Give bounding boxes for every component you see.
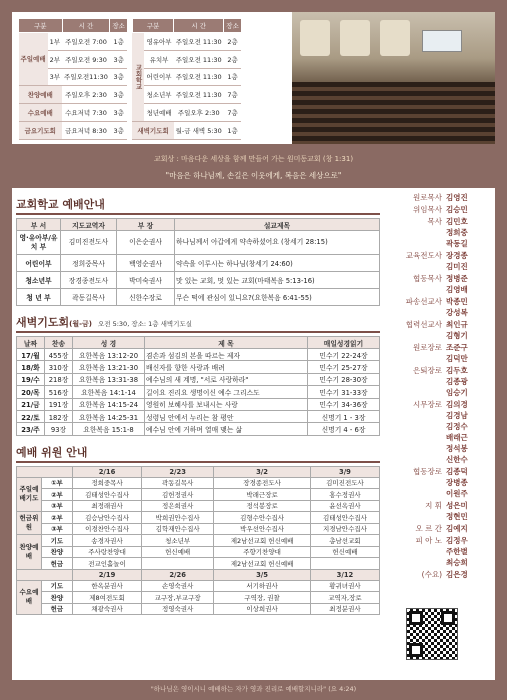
worship-committee-table bbox=[16, 466, 380, 616]
date-header: 3/5 bbox=[214, 569, 311, 580]
staff-name: 정석봉 bbox=[446, 444, 468, 453]
table-cell: 18/화 bbox=[17, 361, 45, 373]
table-cell: 황귀녀권사 bbox=[310, 580, 379, 592]
table-cell: 김헌정권사 bbox=[142, 489, 214, 501]
staff-names bbox=[446, 273, 486, 295]
church-slogan: "마음은 하나님께, 손길은 이웃에게, 복음은 세상으로" bbox=[165, 171, 342, 180]
staff-entry bbox=[384, 342, 492, 364]
dawn-row bbox=[17, 361, 380, 373]
schedule-row bbox=[132, 122, 241, 140]
table-cell: 성령님 안에서 누리는 참 평안 bbox=[145, 410, 308, 422]
staff-names bbox=[446, 319, 486, 341]
table-cell: 윤선옥권사 bbox=[310, 500, 379, 512]
staff-name: 배래근 bbox=[446, 433, 468, 442]
worship-row bbox=[17, 558, 380, 570]
staff-entry bbox=[384, 523, 492, 534]
staff-name: 강성복 bbox=[446, 308, 468, 317]
table-cell: 서기하권사 bbox=[214, 580, 311, 592]
table-cell: 1층 bbox=[224, 68, 242, 86]
table-cell: 주일오전 11:30 bbox=[174, 86, 224, 104]
table-cell: 93장 bbox=[45, 423, 73, 435]
staff-role: 시무장로 bbox=[413, 400, 442, 409]
staff-entry bbox=[384, 466, 492, 499]
table-cell: 청소년부 bbox=[144, 86, 173, 104]
staff-names bbox=[446, 250, 486, 272]
worship-date-row bbox=[17, 466, 380, 477]
dawn-prayer-table: 날짜 찬송 성 경 제 목 매일성경읽기 17/월 455장 요한복음 13:12-20 겸손과 섬김의 본을 따르는 제자 민수기 22-24장 18/화 310장 요한복음 13:21-30 배신자를 향한 사랑과 배려 민수기 25-27장 19/수 218장 요한복음 13:31-38 예수님의 새 계명, "서로 사랑하라" 민수기 28-30장 20/목 516장 요한복음 14:1-14 길이요 진리요 생명이신 예수 그리스도 민수기 31-33장 21/금 191장 요한복음 14:15-24 영원히 보혜사를 보내시는 사랑 민수기 34-36장 22/토 182장 요한복음 14:25-31 성령님 안에서 누리는 참 평안 신명기 1 - 3장 23/주 93장 요한복음 15:1-8 예수님 안에 거하며 열매 맺는 삶 신명기 4 - 6장 bbox=[16, 336, 380, 436]
date-header: 3/9 bbox=[310, 466, 379, 477]
staff-name: 김정수 bbox=[446, 422, 468, 431]
table-cell: 3층 bbox=[110, 122, 128, 140]
staff-name: 김정우 bbox=[446, 536, 468, 545]
table-cell: 310장 bbox=[45, 361, 73, 373]
staff-names bbox=[446, 216, 486, 249]
table-cell: 요한복음 14:1-14 bbox=[73, 386, 145, 398]
staff-entry bbox=[384, 500, 492, 522]
worship-row bbox=[17, 535, 380, 547]
edu-section-title: 교회학교 예배안내 bbox=[16, 196, 380, 215]
church-vision: 교회상 : 마음다운 세상을 함께 만들어 가는 원미동교회 (창 1:31) bbox=[153, 155, 354, 163]
date-header: 3/12 bbox=[310, 569, 379, 580]
staff-names bbox=[446, 523, 486, 534]
header-blank bbox=[17, 466, 73, 477]
table-cell: 헌금 bbox=[41, 603, 72, 615]
worship-row bbox=[17, 580, 380, 592]
church-motto-band bbox=[12, 146, 495, 186]
staff-role: 위임목사 bbox=[413, 205, 442, 214]
staff-role: 파송선교사 bbox=[405, 297, 442, 306]
table-cell: 곽동길목사 bbox=[61, 289, 117, 306]
schedule-row bbox=[19, 122, 128, 140]
top-panel bbox=[12, 12, 495, 144]
table-cell: ②부 bbox=[41, 512, 72, 524]
table-cell: 주사랑찬양대 bbox=[73, 546, 142, 558]
staff-name: 김영진 bbox=[446, 193, 468, 202]
table-cell: 요한복음 15:1-8 bbox=[73, 423, 145, 435]
table-cell: 청소년부 bbox=[17, 272, 61, 289]
table-cell: 이경찬안수집사 bbox=[73, 523, 142, 535]
staff-entry bbox=[384, 192, 492, 203]
table-cell: 7층 bbox=[224, 104, 242, 122]
dawn-row bbox=[17, 410, 380, 422]
staff-name: 김은경 bbox=[446, 570, 468, 579]
schedule-row bbox=[132, 50, 241, 68]
table-cell: 2층 bbox=[224, 50, 242, 68]
staff-name: 최인규 bbox=[446, 320, 468, 329]
worship-group: 수요예배 bbox=[17, 580, 42, 615]
staff-names bbox=[446, 535, 486, 568]
table-cell: 박래근장로 bbox=[214, 489, 311, 501]
schedule-row bbox=[19, 86, 128, 104]
table-cell: 17/월 bbox=[17, 349, 45, 361]
table-cell: 민수기 31-33장 bbox=[308, 386, 380, 398]
table-cell: 채광숙권사 bbox=[73, 603, 142, 615]
staff-role: 오 르 간 bbox=[415, 524, 442, 533]
table-cell: 전교인홀놀이 bbox=[73, 558, 142, 570]
table-cell: 3층 bbox=[110, 68, 128, 86]
table-cell: 21/금 bbox=[17, 398, 45, 410]
table-cell: 어린이부 bbox=[17, 255, 61, 272]
table-cell: ①부 bbox=[41, 477, 72, 489]
staff-names bbox=[446, 296, 486, 318]
staff-names bbox=[446, 500, 486, 522]
dawn-row bbox=[17, 423, 380, 435]
staff-entry bbox=[384, 569, 492, 580]
table-cell: 218장 bbox=[45, 373, 73, 385]
table-cell: 요한복음 14:15-24 bbox=[73, 398, 145, 410]
service-group: 수요예배 bbox=[19, 104, 63, 122]
table-cell: 7층 bbox=[224, 86, 242, 104]
table-cell: 최정래권사 bbox=[73, 500, 142, 512]
table-cell bbox=[142, 558, 214, 570]
staff-name: 김종덕 bbox=[446, 467, 468, 476]
table-cell: 찬양 bbox=[41, 592, 72, 604]
staff-role: 피 아 노 bbox=[415, 536, 442, 545]
worship-row bbox=[17, 512, 380, 524]
staff-name: 김미진 bbox=[446, 262, 468, 271]
staff-names bbox=[446, 342, 486, 364]
worship-row bbox=[17, 546, 380, 558]
staff-name: 김민호 bbox=[446, 217, 468, 226]
dawn-row bbox=[17, 349, 380, 361]
table-cell: 송경자권사 bbox=[73, 535, 142, 547]
table-cell: 기도 bbox=[41, 535, 72, 547]
staff-name: 장경종 bbox=[446, 251, 468, 260]
service-group: 찬양예배 bbox=[19, 86, 63, 104]
worship-row bbox=[17, 489, 380, 501]
worship-group: 찬양예배 bbox=[17, 535, 42, 570]
table-cell: 민수기 22-24장 bbox=[308, 349, 380, 361]
table-cell: 김승남안수집사 bbox=[73, 512, 142, 524]
table-cell: 교구장,부교구장 bbox=[142, 592, 214, 604]
table-cell: 정희중목사 bbox=[73, 477, 142, 489]
table-cell: 주일오전 7:00 bbox=[62, 32, 110, 50]
staff-entry bbox=[384, 535, 492, 568]
table-cell: ②부 bbox=[41, 489, 72, 501]
staff-name: 이원주 bbox=[446, 489, 468, 498]
table-cell: 주일오전 9:30 bbox=[62, 50, 110, 68]
table-cell: 수요저녁 7:30 bbox=[62, 104, 110, 122]
table-cell: 구역장, 권찰 bbox=[214, 592, 311, 604]
sanctuary-photo bbox=[292, 12, 495, 144]
table-cell: 곽동길목사 bbox=[142, 477, 214, 489]
main-service-table: 구분 시 간 장소 주일예배 1부 주일오전 7:00 1층 2부 주일오전 9:30 3층 3부 주일오전11:30 3층 찬양예배 주일오후 2:30 3층 수요예배 수요저녁 7:30 3층 금요기도회 금요저녁 8:30 3층 bbox=[18, 18, 128, 140]
staff-role: 원로장로 bbox=[413, 343, 442, 352]
table-cell: 3층 bbox=[110, 86, 128, 104]
table-cell: 3부 bbox=[48, 68, 62, 86]
edu-row bbox=[17, 255, 380, 272]
table-cell: 455장 bbox=[45, 349, 73, 361]
table-cell: 박미숙권사 bbox=[117, 272, 175, 289]
table-cell: 요한복음 13:12-20 bbox=[73, 349, 145, 361]
table-cell: 516장 bbox=[45, 386, 73, 398]
table-cell: 월-금 새벽 5:30 bbox=[174, 122, 224, 140]
service-group: 금요기도회 bbox=[19, 122, 63, 140]
schedule-row bbox=[132, 104, 241, 122]
staff-entry bbox=[384, 399, 492, 465]
table-cell: 청년예배 bbox=[144, 104, 173, 122]
table-cell: 주일오전 11:30 bbox=[174, 32, 224, 50]
staff-name: 김형기 bbox=[446, 331, 468, 340]
worship-row bbox=[17, 523, 380, 535]
table-cell: 22/토 bbox=[17, 410, 45, 422]
table-cell: 신한수장로 bbox=[117, 289, 175, 306]
staff-name: 장병종 bbox=[446, 478, 468, 487]
table-cell: 김태성안수집사 bbox=[310, 512, 379, 524]
table-cell: 최정분권사 bbox=[310, 603, 379, 615]
staff-name: 김승민 bbox=[446, 205, 468, 214]
dawn-section-title: 새벽기도회(월-금) 오전 5:30, 장소: 1층 새벽기도실 bbox=[16, 314, 380, 333]
worship-row bbox=[17, 500, 380, 512]
worship-row bbox=[17, 603, 380, 615]
staff-entry bbox=[384, 319, 492, 341]
table-cell: 23/주 bbox=[17, 423, 45, 435]
table-cell: 신명기 4 - 6장 bbox=[308, 423, 380, 435]
table-cell: 주일오전 11:30 bbox=[174, 68, 224, 86]
staff-entry bbox=[384, 296, 492, 318]
staff-name: 신한수 bbox=[446, 455, 468, 464]
staff-role: 협동목사 bbox=[413, 274, 442, 283]
table-cell: 길이요 진리요 생명이신 예수 그리스도 bbox=[145, 386, 308, 398]
staff-name: 최승희 bbox=[446, 558, 468, 567]
table-cell: 제2남선교회 헌신예배 bbox=[214, 535, 311, 547]
staff-name: 김예지 bbox=[446, 524, 468, 533]
qr-code[interactable] bbox=[406, 608, 458, 660]
service-schedule bbox=[12, 12, 292, 144]
staff-role: 원로목사 bbox=[413, 193, 442, 202]
table-cell: ③부 bbox=[41, 523, 72, 535]
staff-role: 목사 bbox=[427, 217, 442, 226]
table-cell: 신명기 1 - 3장 bbox=[308, 410, 380, 422]
table-cell: 주일오후 2:30 bbox=[62, 86, 110, 104]
staff-name: 임승기 bbox=[446, 388, 468, 397]
table-cell: 지경남안수집사 bbox=[310, 523, 379, 535]
worship-row bbox=[17, 592, 380, 604]
table-cell: 정석봉장로 bbox=[214, 500, 311, 512]
table-cell: 이상희권사 bbox=[214, 603, 311, 615]
table-cell: 19/수 bbox=[17, 373, 45, 385]
left-column bbox=[16, 188, 380, 615]
table-cell: 주향기찬양대 bbox=[214, 546, 311, 558]
table-cell: 3층 bbox=[110, 50, 128, 68]
table-cell: 무슨 떡에 관심이 있니요?(요한복음 6:41-55) bbox=[175, 289, 380, 306]
table-cell: 민수기 25-27장 bbox=[308, 361, 380, 373]
table-cell: 요한복음 13:31-38 bbox=[73, 373, 145, 385]
staff-entry bbox=[384, 250, 492, 272]
staff-name: 정희중 bbox=[446, 228, 468, 237]
table-cell: 박우선안수집사 bbox=[214, 523, 311, 535]
footer-verse: "하나님은 영이시니 예배하는 자가 영과 진리로 예배할지니라" (요 4:24) bbox=[150, 685, 357, 693]
schedule-row bbox=[19, 104, 128, 122]
table-cell: 영·유아부/유 치 부 bbox=[17, 231, 61, 255]
staff-list bbox=[384, 192, 492, 581]
table-cell: 요한복음 14:25-31 bbox=[73, 410, 145, 422]
staff-role: (수요) bbox=[421, 570, 442, 579]
table-cell: 182장 bbox=[45, 410, 73, 422]
date-header: 3/2 bbox=[214, 466, 311, 477]
date-header: 2/19 bbox=[73, 569, 142, 580]
table-cell: 제8여전도회 bbox=[73, 592, 142, 604]
table-cell: 청 년 부 bbox=[17, 289, 61, 306]
staff-names bbox=[446, 569, 486, 580]
worship-row bbox=[17, 477, 380, 489]
table-cell: 헌금 bbox=[41, 558, 72, 570]
edu-row bbox=[17, 289, 380, 306]
table-cell: 김태성안수집사 bbox=[73, 489, 142, 501]
table-cell: 2부 bbox=[48, 50, 62, 68]
date-header: 2/26 bbox=[142, 569, 214, 580]
table-cell: 총남선교회 bbox=[310, 535, 379, 547]
header-blank bbox=[17, 569, 73, 580]
staff-name: 조준구 bbox=[446, 343, 468, 352]
staff-entry bbox=[384, 273, 492, 295]
edu-row bbox=[17, 231, 380, 255]
staff-name: 김두호 bbox=[446, 366, 468, 375]
table-cell: 한옥분권사 bbox=[73, 580, 142, 592]
school-service-table: 구분 시 간 장소 교회학교 영유아부 주일오전 11:30 2층 유치부 주일오전 11:30 2층 어린이부 주일오전 11:30 1층 청소년부 주일오전 11:30 7층 청년예배 주일오후 2:30 7층 새벽기도회 월-금 새벽 5:30 1층 bbox=[132, 18, 242, 140]
dawn-row bbox=[17, 398, 380, 410]
edu-table: 부 서 지도교역자 부 장 설교제목 영·유아부/유 치 부 김미진전도사 이은순권사 하나님께서 아갑에게 약속하셨어요 (창세기 28:15) 어린이부 정희중목사 백영순권사 약속을 이루시는 하나님(창세기 24:60) 청소년부 장경종전도사 박미숙권사 맛 있는 교회, 멋 있는 교회(마태복음 5:13-16) 청 년 부 곽동길목사 신한수장로 무슨 떡에 관심이 있니요?(요한복음 6:41-55) bbox=[16, 218, 380, 306]
staff-role: 협동장로 bbox=[413, 467, 442, 476]
staff-entry bbox=[384, 204, 492, 215]
staff-names bbox=[446, 204, 486, 215]
table-cell: 1층 bbox=[110, 32, 128, 50]
schedule-row bbox=[132, 32, 241, 50]
table-cell: 맛 있는 교회, 멋 있는 교회(마태복음 5:13-16) bbox=[175, 272, 380, 289]
staff-name: 김덕만 bbox=[446, 354, 468, 363]
staff-name: 김영배 bbox=[446, 285, 468, 294]
table-cell: 유치부 bbox=[144, 50, 173, 68]
table-cell: 헌신예배 bbox=[310, 546, 379, 558]
staff-role: 교육전도사 bbox=[405, 251, 442, 260]
staff-name: 곽동길 bbox=[446, 239, 468, 248]
table-cell: 김형수안수집사 bbox=[214, 512, 311, 524]
table-cell: 1부 bbox=[48, 32, 62, 50]
service-group: 교회학교 bbox=[132, 32, 144, 121]
table-cell: 김미진전도사 bbox=[310, 477, 379, 489]
table-cell: 민수기 28-30장 bbox=[308, 373, 380, 385]
staff-name: 박종민 bbox=[446, 297, 468, 306]
date-header: 2/23 bbox=[142, 466, 214, 477]
table-cell: 장경종전도사 bbox=[61, 272, 117, 289]
staff-entry bbox=[384, 365, 492, 398]
table-cell: 정영숙권사 bbox=[142, 603, 214, 615]
table-cell: ③부 bbox=[41, 500, 72, 512]
table-cell: 예수님 안에 거하며 열매 맺는 삶 bbox=[145, 423, 308, 435]
staff-names bbox=[446, 192, 486, 203]
edu-row bbox=[17, 272, 380, 289]
table-cell: 요한복음 13:21-30 bbox=[73, 361, 145, 373]
schedule-row bbox=[19, 32, 128, 50]
staff-name: 김의경 bbox=[446, 400, 468, 409]
staff-names bbox=[446, 399, 486, 465]
schedule-row bbox=[132, 86, 241, 104]
staff-name: 정현민 bbox=[446, 512, 468, 521]
schedule-row bbox=[132, 68, 241, 86]
table-cell: 배신자를 향한 사랑과 배려 bbox=[145, 361, 308, 373]
table-cell: 금요저녁 8:30 bbox=[62, 122, 110, 140]
dawn-row bbox=[17, 373, 380, 385]
staff-entry bbox=[384, 216, 492, 249]
table-cell: 정희중목사 bbox=[61, 255, 117, 272]
table-cell: 어린이부 bbox=[144, 68, 173, 86]
table-cell: 약속을 이루시는 하나님(창세기 24:60) bbox=[175, 255, 380, 272]
table-cell bbox=[310, 558, 379, 570]
staff-name: 김종광 bbox=[446, 377, 468, 386]
worship-section-title: 예배 위원 안내 bbox=[16, 444, 380, 463]
staff-names bbox=[446, 365, 486, 398]
table-cell: 찬양 bbox=[41, 546, 72, 558]
staff-name: 성은미 bbox=[446, 501, 468, 510]
table-cell: 민수기 34-36장 bbox=[308, 398, 380, 410]
table-cell: 하나님께서 아갑에게 약속하셨어요 (창세기 28:15) bbox=[175, 231, 380, 255]
worship-date-row bbox=[17, 569, 380, 580]
date-header: 2/16 bbox=[73, 466, 142, 477]
table-cell: 영원히 보혜사를 보내시는 사랑 bbox=[145, 398, 308, 410]
table-cell: 박희권안수집사 bbox=[142, 512, 214, 524]
table-cell: 1층 bbox=[224, 122, 242, 140]
staff-role: 은퇴장로 bbox=[413, 366, 442, 375]
table-cell: 영유아부 bbox=[144, 32, 173, 50]
table-cell: 김미진전도사 bbox=[61, 231, 117, 255]
table-cell: 이은순권사 bbox=[117, 231, 175, 255]
staff-name: 김경남 bbox=[446, 411, 468, 420]
table-cell: 191장 bbox=[45, 398, 73, 410]
table-cell: 기도 bbox=[41, 580, 72, 592]
worship-group: 헌금위원 bbox=[17, 512, 42, 535]
table-cell: 홍수정권사 bbox=[310, 489, 379, 501]
table-cell: 주일오후 2:30 bbox=[174, 104, 224, 122]
staff-role: 협력선교사 bbox=[405, 320, 442, 329]
table-cell: 손영숙권사 bbox=[142, 580, 214, 592]
table-cell: 교역자,장로 bbox=[310, 592, 379, 604]
staff-name: 정병준 bbox=[446, 274, 468, 283]
service-group: 주일예배 bbox=[19, 32, 48, 86]
table-cell: 헌신예배 bbox=[142, 546, 214, 558]
table-cell: 3층 bbox=[110, 104, 128, 122]
staff-name: 주한별 bbox=[446, 547, 468, 556]
table-cell: 새벽기도회 bbox=[132, 122, 173, 140]
main-content bbox=[12, 188, 495, 680]
table-cell: 예수님의 새 계명, "서로 사랑하라" bbox=[145, 373, 308, 385]
staff-names bbox=[446, 466, 486, 499]
table-cell: 겸손과 섬김의 본을 따르는 제자 bbox=[145, 349, 308, 361]
table-cell: 정은희권사 bbox=[142, 500, 214, 512]
table-cell: 주일오전 11:30 bbox=[174, 50, 224, 68]
table-cell: 장경종전도사 bbox=[214, 477, 311, 489]
table-cell: 김학재안수집사 bbox=[142, 523, 214, 535]
worship-group: 주일예배기도 bbox=[17, 477, 42, 512]
table-cell: 20/목 bbox=[17, 386, 45, 398]
dawn-row bbox=[17, 386, 380, 398]
table-cell: 제2남선교회 헌신예배 bbox=[214, 558, 311, 570]
table-cell: 2층 bbox=[224, 32, 242, 50]
table-cell: 청소년부 bbox=[142, 535, 214, 547]
staff-role: 지 휘 bbox=[425, 501, 442, 510]
table-cell: 백영순권사 bbox=[117, 255, 175, 272]
table-cell: 주일오전11:30 bbox=[62, 68, 110, 86]
